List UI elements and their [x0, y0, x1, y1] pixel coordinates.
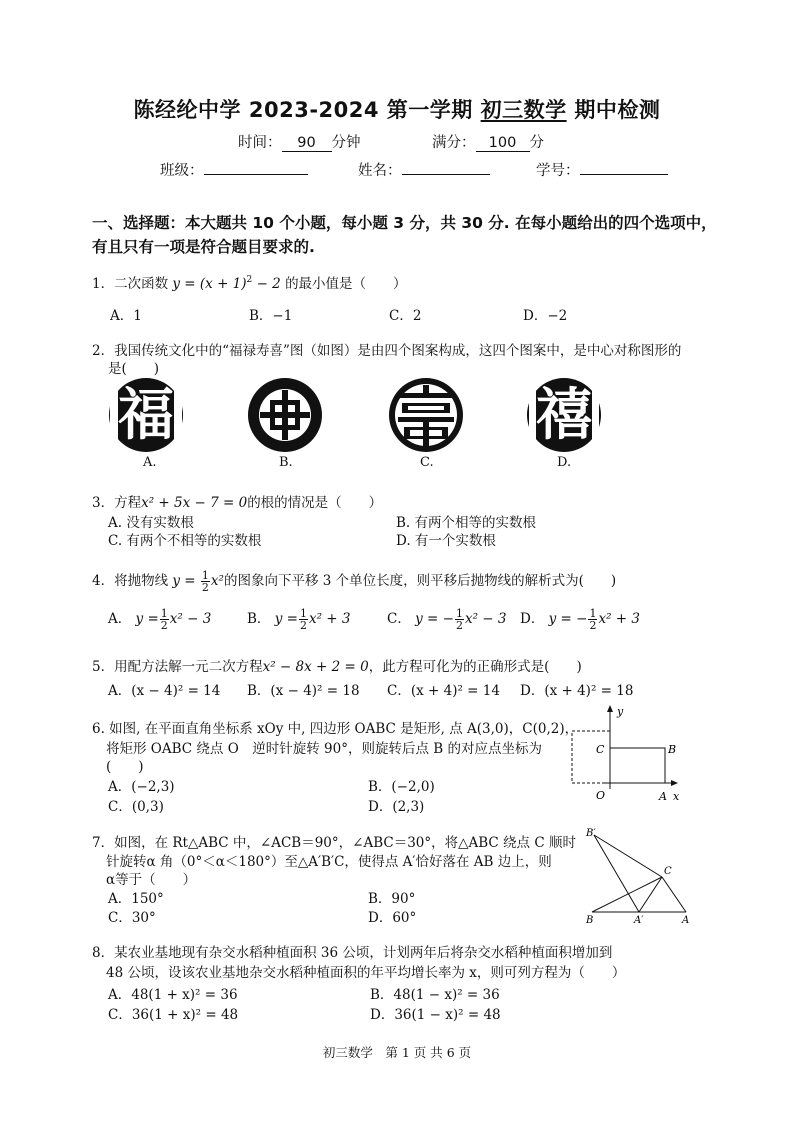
question-2-cont: 是( )	[108, 361, 160, 377]
q7-option-b[interactable]: B．90°	[368, 891, 416, 907]
emblem-fu-image[interactable]	[108, 377, 184, 453]
q7-option-d[interactable]: D．60°	[368, 910, 417, 926]
question-1: 1．二次函数 $y = (x + 1)^2 - 2$ 的最小值是（ ）	[92, 274, 407, 292]
class-field[interactable]: 班级：	[160, 158, 308, 180]
q2-option-c[interactable]: C.	[420, 455, 434, 470]
q7-label-a: A	[682, 915, 690, 926]
emblem-fu-glyph: 福	[118, 383, 174, 448]
q3-option-c[interactable]: C. 有两个不相等的实数根	[108, 533, 262, 549]
q2-option-d[interactable]: D.	[557, 455, 572, 470]
page-title	[0, 94, 794, 124]
score-field: 满分： 100 分	[432, 135, 544, 151]
q4-option-b[interactable]: B． y = $\frac{1}{2}$ x² + 3	[247, 607, 351, 632]
title-school: 陈经纶中学 2023-2024 第一学期	[133, 98, 473, 122]
q1-option-a[interactable]: A．1	[110, 308, 142, 324]
question-8: 8．某农业基地现有杂交水稻种植面积 36 公顷，计划两年后将杂交水稻种植面积增加到	[92, 945, 613, 961]
q7-label-c: C	[664, 866, 672, 877]
q6-label-a: A	[659, 790, 667, 803]
class-blank[interactable]	[204, 158, 308, 175]
q6-coordinate-figure	[562, 703, 684, 807]
q6-label-c: C	[596, 743, 605, 756]
name-blank[interactable]	[402, 158, 490, 175]
question-7-cont2: α等于（ ）	[106, 872, 197, 888]
question-7: 7．如图，在 Rt△ABC 中，∠ACB＝90°，∠ABC＝30°，将△ABC 绕点 C 顺时	[92, 835, 576, 851]
question-6-paren: ( )	[106, 759, 144, 775]
question-5: 5．用配方法解一元二次方程x² − 8x + 2 = 0，此方程可化为的正确形式是( )	[92, 659, 582, 675]
q4-option-a[interactable]: A． y = $\frac{1}{2}$ x² − 3	[108, 607, 212, 632]
q8-option-c[interactable]: C．36(1 + x)² = 48	[108, 1007, 239, 1023]
name-field[interactable]: 姓名：	[358, 158, 490, 180]
emblem-xi-image[interactable]	[526, 377, 602, 453]
question-2: 2．我国传统文化中的“福禄寿喜”图（如图）是由四个图案构成，这四个图案中，是中心对称图形的	[92, 343, 682, 359]
q5-option-a[interactable]: A．(x − 4)² = 14	[108, 683, 221, 699]
q1-option-c[interactable]: C．2	[389, 308, 422, 324]
q8-option-b[interactable]: B．48(1 − x)² = 36	[370, 987, 500, 1003]
student-number-field[interactable]: 学号：	[536, 158, 668, 180]
section-1-heading: 一、选择题：本大题共 10 个小题，每小题 3 分，共 30 分. 在每小题给出的四个选项中，	[92, 214, 717, 232]
question-6-cont: 将矩形 OABC 绕点 O 逆时针旋转 90°，则旋转后点 B 的对应点坐标为	[106, 741, 542, 757]
q6-option-d[interactable]: D．(2,3)	[368, 799, 425, 815]
q3-option-a[interactable]: A. 没有实数根	[108, 515, 194, 531]
q5-option-b[interactable]: B．(x − 4)² = 18	[247, 683, 360, 699]
section-1-heading-cont: 有且只有一项是符合题目要求的.	[92, 238, 315, 256]
q3-option-d[interactable]: D. 有一个实数根	[396, 533, 496, 549]
q6-option-a[interactable]: A．(−2,3)	[108, 779, 175, 795]
title-exam: 期中检测	[574, 98, 661, 122]
q2-option-b[interactable]: B.	[279, 455, 293, 470]
q1-option-d[interactable]: D．−2	[523, 308, 568, 324]
q7-label-aprime: A′	[634, 915, 644, 926]
q1-option-b[interactable]: B．−1	[249, 308, 293, 324]
q7-label-b: B	[586, 915, 594, 926]
q8-option-d[interactable]: D．36(1 − x)² = 48	[370, 1007, 501, 1023]
page-footer: 初三数学 第 1 页 共 6 页	[322, 1045, 472, 1060]
question-7-cont: 针旋转α 角（0°＜α＜180°）至△A′B′C，使得点 A′恰好落在 AB 边上，则	[106, 854, 552, 870]
q8-option-a[interactable]: A．48(1 + x)² = 36	[108, 987, 238, 1003]
q3-option-b[interactable]: B. 有两个相等的实数根	[396, 515, 537, 531]
q7-option-c[interactable]: C．30°	[108, 910, 156, 926]
q6-label-y: y	[617, 705, 624, 718]
time-field: 时间： 90 分钟	[238, 135, 361, 151]
emblem-xi-glyph: 禧	[536, 383, 592, 448]
q7-triangle-figure	[582, 825, 694, 929]
q4-option-c[interactable]: C． y = − $\frac{1}{2}$ x² − 3	[387, 607, 507, 632]
q2-option-a[interactable]: A.	[143, 455, 157, 470]
q6-option-b[interactable]: B．(−2,0)	[368, 779, 435, 795]
q7-label-bprime: B′	[586, 828, 596, 839]
question-3: 3．方程x² + 5x − 7 = 0的根的情况是（ ）	[92, 495, 383, 511]
q5-option-c[interactable]: C．(x + 4)² = 14	[387, 683, 500, 699]
question-4: 4．将抛物线 y = $\frac{1}{2}$ x²的图象向下平移 3 个单位长度，则平移后抛物线的解析式为( )	[92, 569, 617, 594]
q4-option-d[interactable]: D． y = − $\frac{1}{2}$ x² + 3	[520, 607, 640, 632]
q6-label-o: O	[596, 789, 606, 802]
q6-option-c[interactable]: C．(0,3)	[108, 799, 164, 815]
question-6: 6. 如图, 在平面直角坐标系 xOy 中, 四边形 OABC 是矩形, 点 A(3,0)，C(0,2)，	[92, 721, 579, 737]
student-number-blank[interactable]	[580, 158, 668, 175]
score-value: 100	[476, 135, 530, 152]
title-subject: 初三数学	[480, 98, 567, 122]
q7-option-a[interactable]: A．150°	[108, 891, 164, 907]
emblem-shou-image[interactable]	[388, 377, 464, 453]
q6-label-b: B	[668, 743, 677, 756]
time-value: 90	[282, 135, 332, 152]
emblem-lu-image[interactable]	[247, 377, 323, 453]
q5-option-d[interactable]: D．(x + 4)² = 18	[520, 683, 634, 699]
question-8-cont: 48 公顷，设该农业基地杂交水稻种植面积的年平均增长率为 x，则可列方程为（ ）	[106, 965, 626, 981]
q6-label-x: x	[673, 790, 680, 803]
